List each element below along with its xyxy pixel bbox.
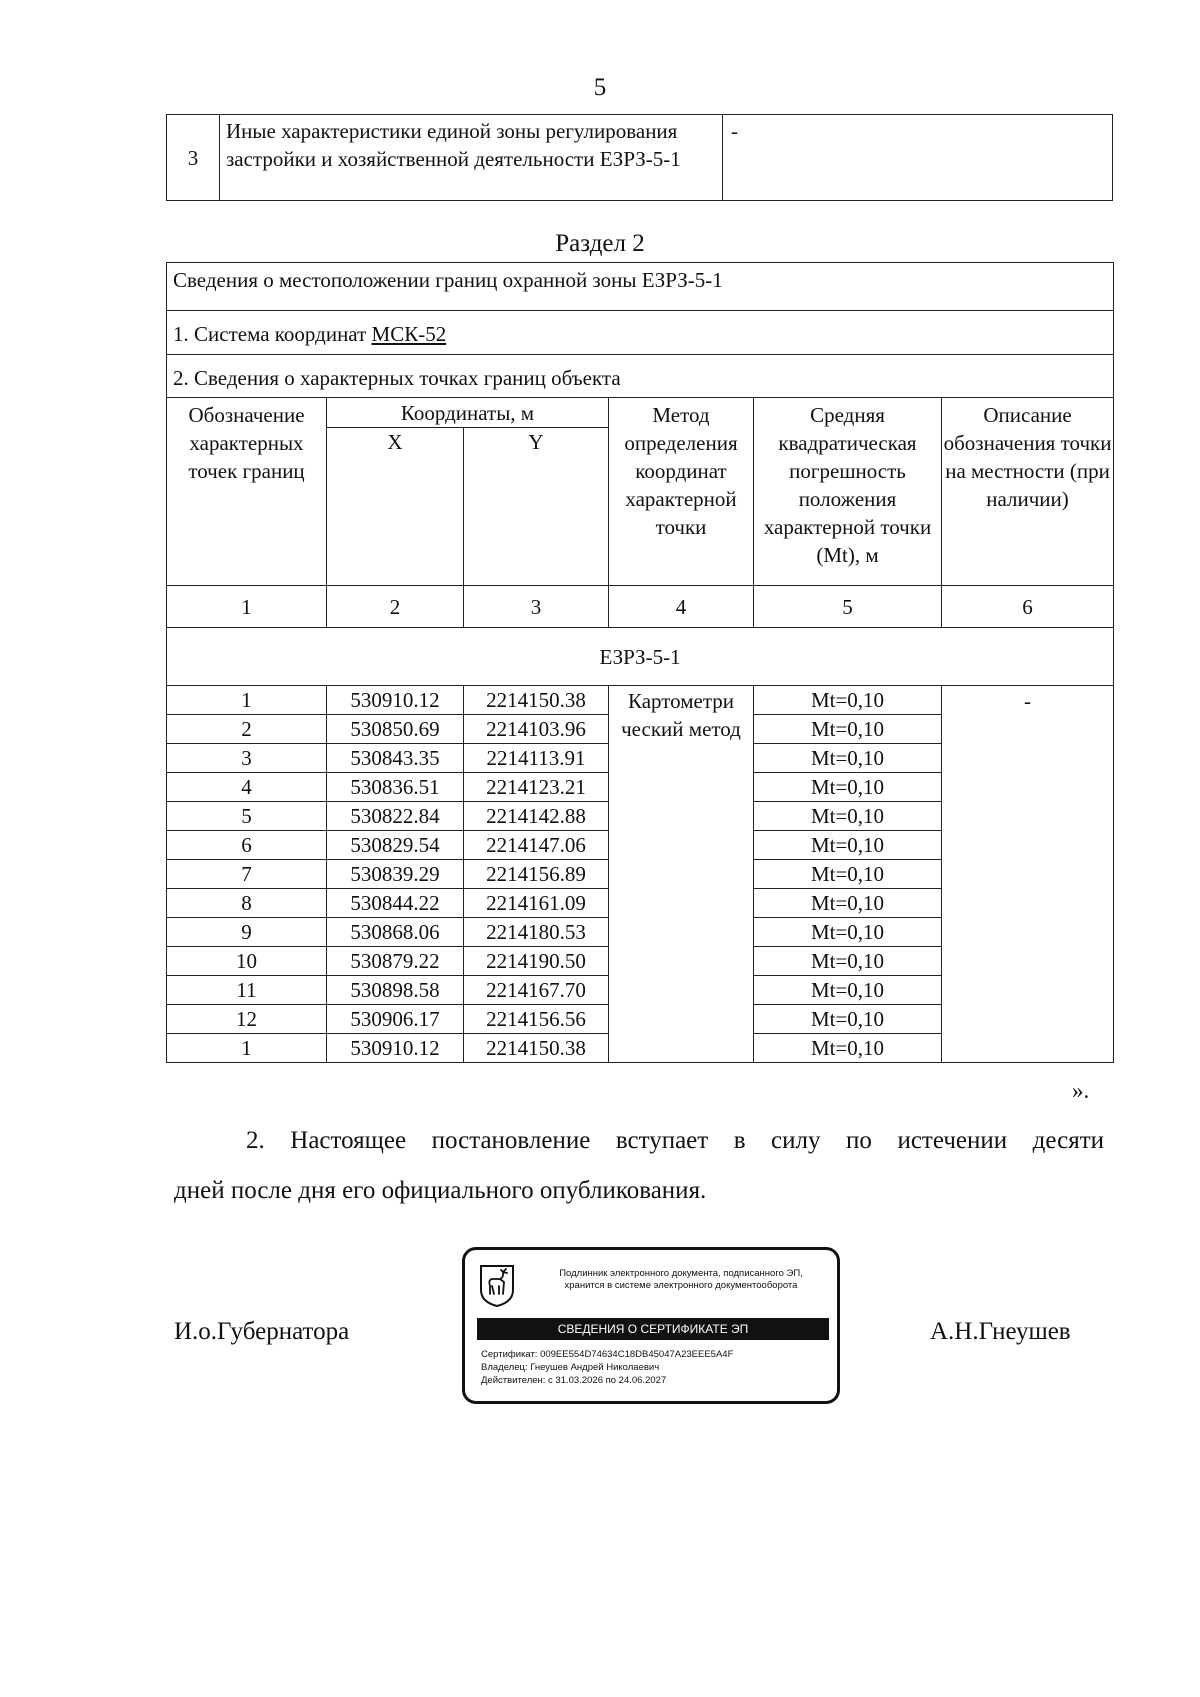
error-value: Mt=0,10 (754, 773, 942, 802)
coord-x: 530898.58 (327, 976, 464, 1005)
coord-y: 2214113.91 (464, 744, 609, 773)
error-value: Mt=0,10 (754, 802, 942, 831)
table-row (167, 311, 1114, 355)
signer-title: И.о.Губернатора (174, 1318, 350, 1345)
coord-y: 2214150.38 (464, 1034, 609, 1063)
point-number: 3 (167, 744, 327, 773)
description-cell: - (942, 686, 1114, 1063)
stamp-certificate-header: СВЕДЕНИЯ О СЕРТИФИКАТЕ ЭП (477, 1318, 829, 1340)
info-title: Сведения о местоположении границ охранной зоны ЕЗРЗ-5-1 (167, 263, 1114, 311)
coord-y: 2214156.56 (464, 1005, 609, 1034)
coord-y: 2214156.89 (464, 860, 609, 889)
coord-x: 530868.06 (327, 918, 464, 947)
point-number: 12 (167, 1005, 327, 1034)
table-row (167, 686, 1114, 715)
stamp-owner: Владелец: Гнеушев Андрей Николаевич (481, 1362, 660, 1373)
coord-y: 2214123.21 (464, 773, 609, 802)
characteristic-value: - (723, 115, 1113, 201)
e-signature-stamp (462, 1247, 840, 1404)
point-number: 11 (167, 976, 327, 1005)
error-value: Mt=0,10 (754, 1034, 942, 1063)
paragraph-line: 2. Настоящее постановление вступает в силу по истечении десяти (246, 1127, 1104, 1154)
error-value: Mt=0,10 (754, 976, 942, 1005)
coord-x: 530839.29 (327, 860, 464, 889)
characteristic-name: Иные характеристики единой зоны регулирования застройки и хозяйственной деятельности ЕЗРЗ-5-1 (220, 115, 723, 201)
column-number: 1 (167, 586, 327, 628)
table-row (167, 115, 1113, 201)
point-number: 2 (167, 715, 327, 744)
point-number: 8 (167, 889, 327, 918)
characteristics-table (166, 114, 1113, 201)
point-number: 9 (167, 918, 327, 947)
error-value: Mt=0,10 (754, 860, 942, 889)
coord-y: 2214142.88 (464, 802, 609, 831)
coord-x: 530906.17 (327, 1005, 464, 1034)
page-number: 5 (593, 74, 607, 101)
column-number: 5 (754, 586, 942, 628)
coord-y: 2214150.38 (464, 686, 609, 715)
method-cell: Картометри ческий метод (609, 686, 754, 1063)
coord-x: 530844.22 (327, 889, 464, 918)
error-value: Mt=0,10 (754, 686, 942, 715)
coord-x: 530836.51 (327, 773, 464, 802)
point-number: 7 (167, 860, 327, 889)
point-number: 5 (167, 802, 327, 831)
paragraph-line: дней после дня его официального опубликования. (174, 1177, 707, 1204)
zone-row (167, 628, 1114, 686)
point-number: 1 (167, 686, 327, 715)
error-value: Mt=0,10 (754, 744, 942, 773)
header-row (167, 398, 1114, 428)
coord-x: 530910.12 (327, 1034, 464, 1063)
coord-x: 530829.54 (327, 831, 464, 860)
point-number: 10 (167, 947, 327, 976)
error-value: Mt=0,10 (754, 947, 942, 976)
header-y: Y (464, 428, 609, 586)
point-number: 6 (167, 831, 327, 860)
header-error: Средняя квадратическая погрешность положения характерной точки (Mt), м (754, 398, 942, 586)
error-value: Mt=0,10 (754, 1005, 942, 1034)
column-number: 4 (609, 586, 754, 628)
coord-x: 530850.69 (327, 715, 464, 744)
header-designation: Обозначение характерных точек границ (167, 398, 327, 586)
column-numbers-row (167, 586, 1114, 628)
zone-name: ЕЗРЗ-5-1 (167, 628, 1114, 686)
closing-quote: ». (1072, 1078, 1090, 1103)
column-number: 3 (464, 586, 609, 628)
coord-x: 530822.84 (327, 802, 464, 831)
coord-x: 530843.35 (327, 744, 464, 773)
table-row (167, 263, 1114, 311)
coord-x: 530879.22 (327, 947, 464, 976)
coord-y: 2214190.50 (464, 947, 609, 976)
boundary-points-table (166, 262, 1114, 1063)
coord-x: 530910.12 (327, 686, 464, 715)
row-number: 3 (167, 115, 220, 201)
header-x: X (327, 428, 464, 586)
coord-y: 2214167.70 (464, 976, 609, 1005)
coordinate-system-value: МСК-52 (371, 322, 447, 346)
coord-y: 2214147.06 (464, 831, 609, 860)
coord-y: 2214180.53 (464, 918, 609, 947)
coordinate-system (167, 311, 1114, 355)
coordinate-system-label: 1. Система координат (173, 322, 372, 346)
error-value: Mt=0,10 (754, 918, 942, 947)
coord-y: 2214161.09 (464, 889, 609, 918)
error-value: Mt=0,10 (754, 831, 942, 860)
error-value: Mt=0,10 (754, 889, 942, 918)
header-method: Метод определения координат характерной точки (609, 398, 754, 586)
column-number: 6 (942, 586, 1114, 628)
column-number: 2 (327, 586, 464, 628)
points-title: 2. Сведения о характерных точках границ объекта (167, 355, 1114, 398)
stamp-validity: Действителен: с 31.03.2026 по 24.06.2027 (481, 1375, 667, 1386)
stamp-note (531, 1268, 831, 1292)
stamp-note-line: Подлинник электронного документа, подписанного ЭП, (559, 1268, 803, 1279)
point-number: 4 (167, 773, 327, 802)
effective-date-paragraph (174, 1116, 1104, 1216)
table-row (167, 355, 1114, 398)
stamp-certificate: Сертификат: 009EE554D74634C18DB45047A23EEE5A4F (481, 1349, 734, 1360)
header-description: Описание обозначения точки на местности (при наличии) (942, 398, 1114, 586)
signer-name: А.Н.Гнеушев (930, 1318, 1071, 1345)
error-value: Mt=0,10 (754, 715, 942, 744)
coord-y: 2214103.96 (464, 715, 609, 744)
point-number: 1 (167, 1034, 327, 1063)
section-title: Раздел 2 (555, 230, 645, 257)
header-coordinates: Координаты, м (327, 398, 609, 428)
coat-of-arms-icon (479, 1264, 515, 1308)
stamp-note-line: хранится в системе электронного документооборота (564, 1280, 798, 1291)
